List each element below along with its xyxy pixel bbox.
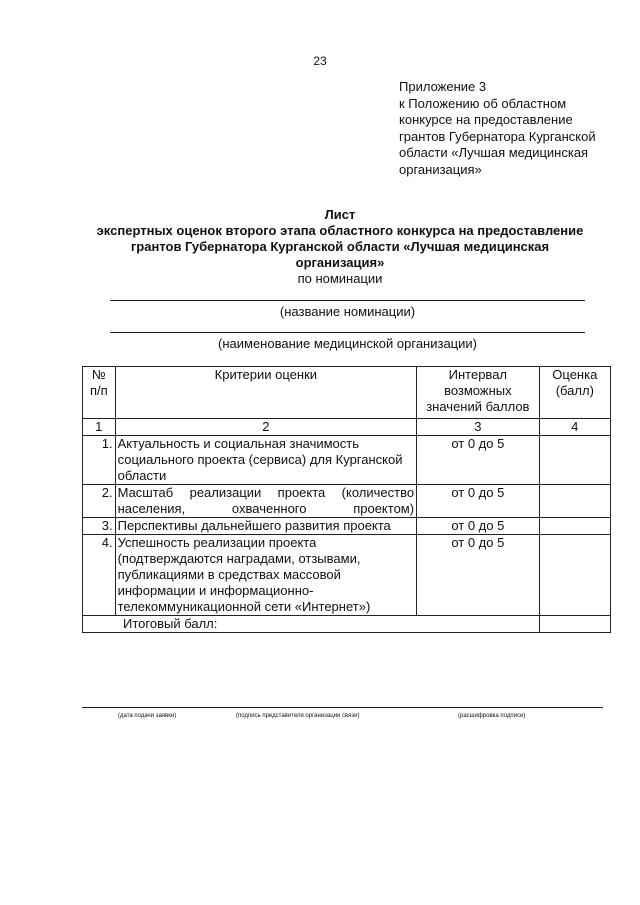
title-line: экспертных оценок второго этапа областного конкурса на предоставление <box>96 223 584 238</box>
document-title <box>70 207 610 287</box>
row-interval: от 0 до 5 <box>417 518 540 535</box>
table-row <box>83 535 611 616</box>
date-caption: (дата подачи заявки) <box>118 713 177 719</box>
header-criteria: Критерии оценки <box>115 367 416 419</box>
organization-blank-line <box>110 332 585 333</box>
nomination-blank-line <box>110 300 585 301</box>
title-line: по номинации <box>297 271 383 286</box>
row-score[interactable] <box>539 436 610 485</box>
row-interval: от 0 до 5 <box>417 436 540 485</box>
column-number-row <box>83 419 611 436</box>
title-line: Лист <box>324 207 356 222</box>
table-row <box>83 436 611 485</box>
row-score[interactable] <box>539 535 610 616</box>
table-row <box>83 485 611 518</box>
row-criterion: Масштаб реализации проекта (количество населения, охваченного проектом) <box>115 485 416 518</box>
row-num: 4. <box>83 535 116 616</box>
row-num: 1. <box>83 436 116 485</box>
appendix-line: Приложение 3 <box>399 79 487 94</box>
row-score[interactable] <box>539 518 610 535</box>
appendix-line: конкурсе на предоставление <box>399 112 573 127</box>
column-number: 4 <box>539 419 610 436</box>
page-number: 23 <box>313 54 327 68</box>
row-interval: от 0 до 5 <box>417 535 540 616</box>
table-row <box>83 518 611 535</box>
decoding-caption: (расшифровка подписи) <box>458 713 526 719</box>
appendix-note <box>399 79 624 178</box>
appendix-line: области «Лучшая медицинская <box>399 145 589 160</box>
row-num: 3. <box>83 518 116 535</box>
title-line: организация» <box>295 255 385 270</box>
organization-caption: (наименование медицинской организации) <box>218 336 477 351</box>
nomination-caption: (название номинации) <box>279 304 416 319</box>
header-interval: Интервал возможных значений баллов <box>417 367 540 419</box>
row-interval: от 0 до 5 <box>417 485 540 518</box>
column-number: 3 <box>417 419 540 436</box>
header-score: Оценка (балл) <box>539 367 610 419</box>
row-criterion: Актуальность и социальная значимость социального проекта (сервиса) для Курганской области <box>115 436 416 485</box>
appendix-line: грантов Губернатора Курганской <box>399 128 596 144</box>
table-header-row <box>83 367 611 419</box>
row-score[interactable] <box>539 485 610 518</box>
column-number: 1 <box>83 419 116 436</box>
total-score[interactable] <box>539 616 610 633</box>
row-criterion: Успешность реализации проекта (подтверждаются наградами, отзывами, публикациями в средствах массовой информации и информационно-телекоммуникационной сети «Интернет») <box>115 535 416 616</box>
row-criterion: Перспективы дальнейшего развития проекта <box>115 518 416 535</box>
total-row <box>83 616 611 633</box>
total-label: Итоговый балл: <box>83 616 540 633</box>
evaluation-table <box>82 366 611 633</box>
signature-line <box>82 707 603 708</box>
header-num: № п/п <box>83 367 116 419</box>
column-number: 2 <box>115 419 416 436</box>
row-num: 2. <box>83 485 116 518</box>
appendix-line: к Положению об областном <box>399 95 567 111</box>
signature-caption: (подпись представителя организации связи) <box>236 713 360 719</box>
title-line: грантов Губернатора Курганской области «Лучшая медицинская <box>130 239 550 254</box>
appendix-line: организация» <box>399 161 482 177</box>
